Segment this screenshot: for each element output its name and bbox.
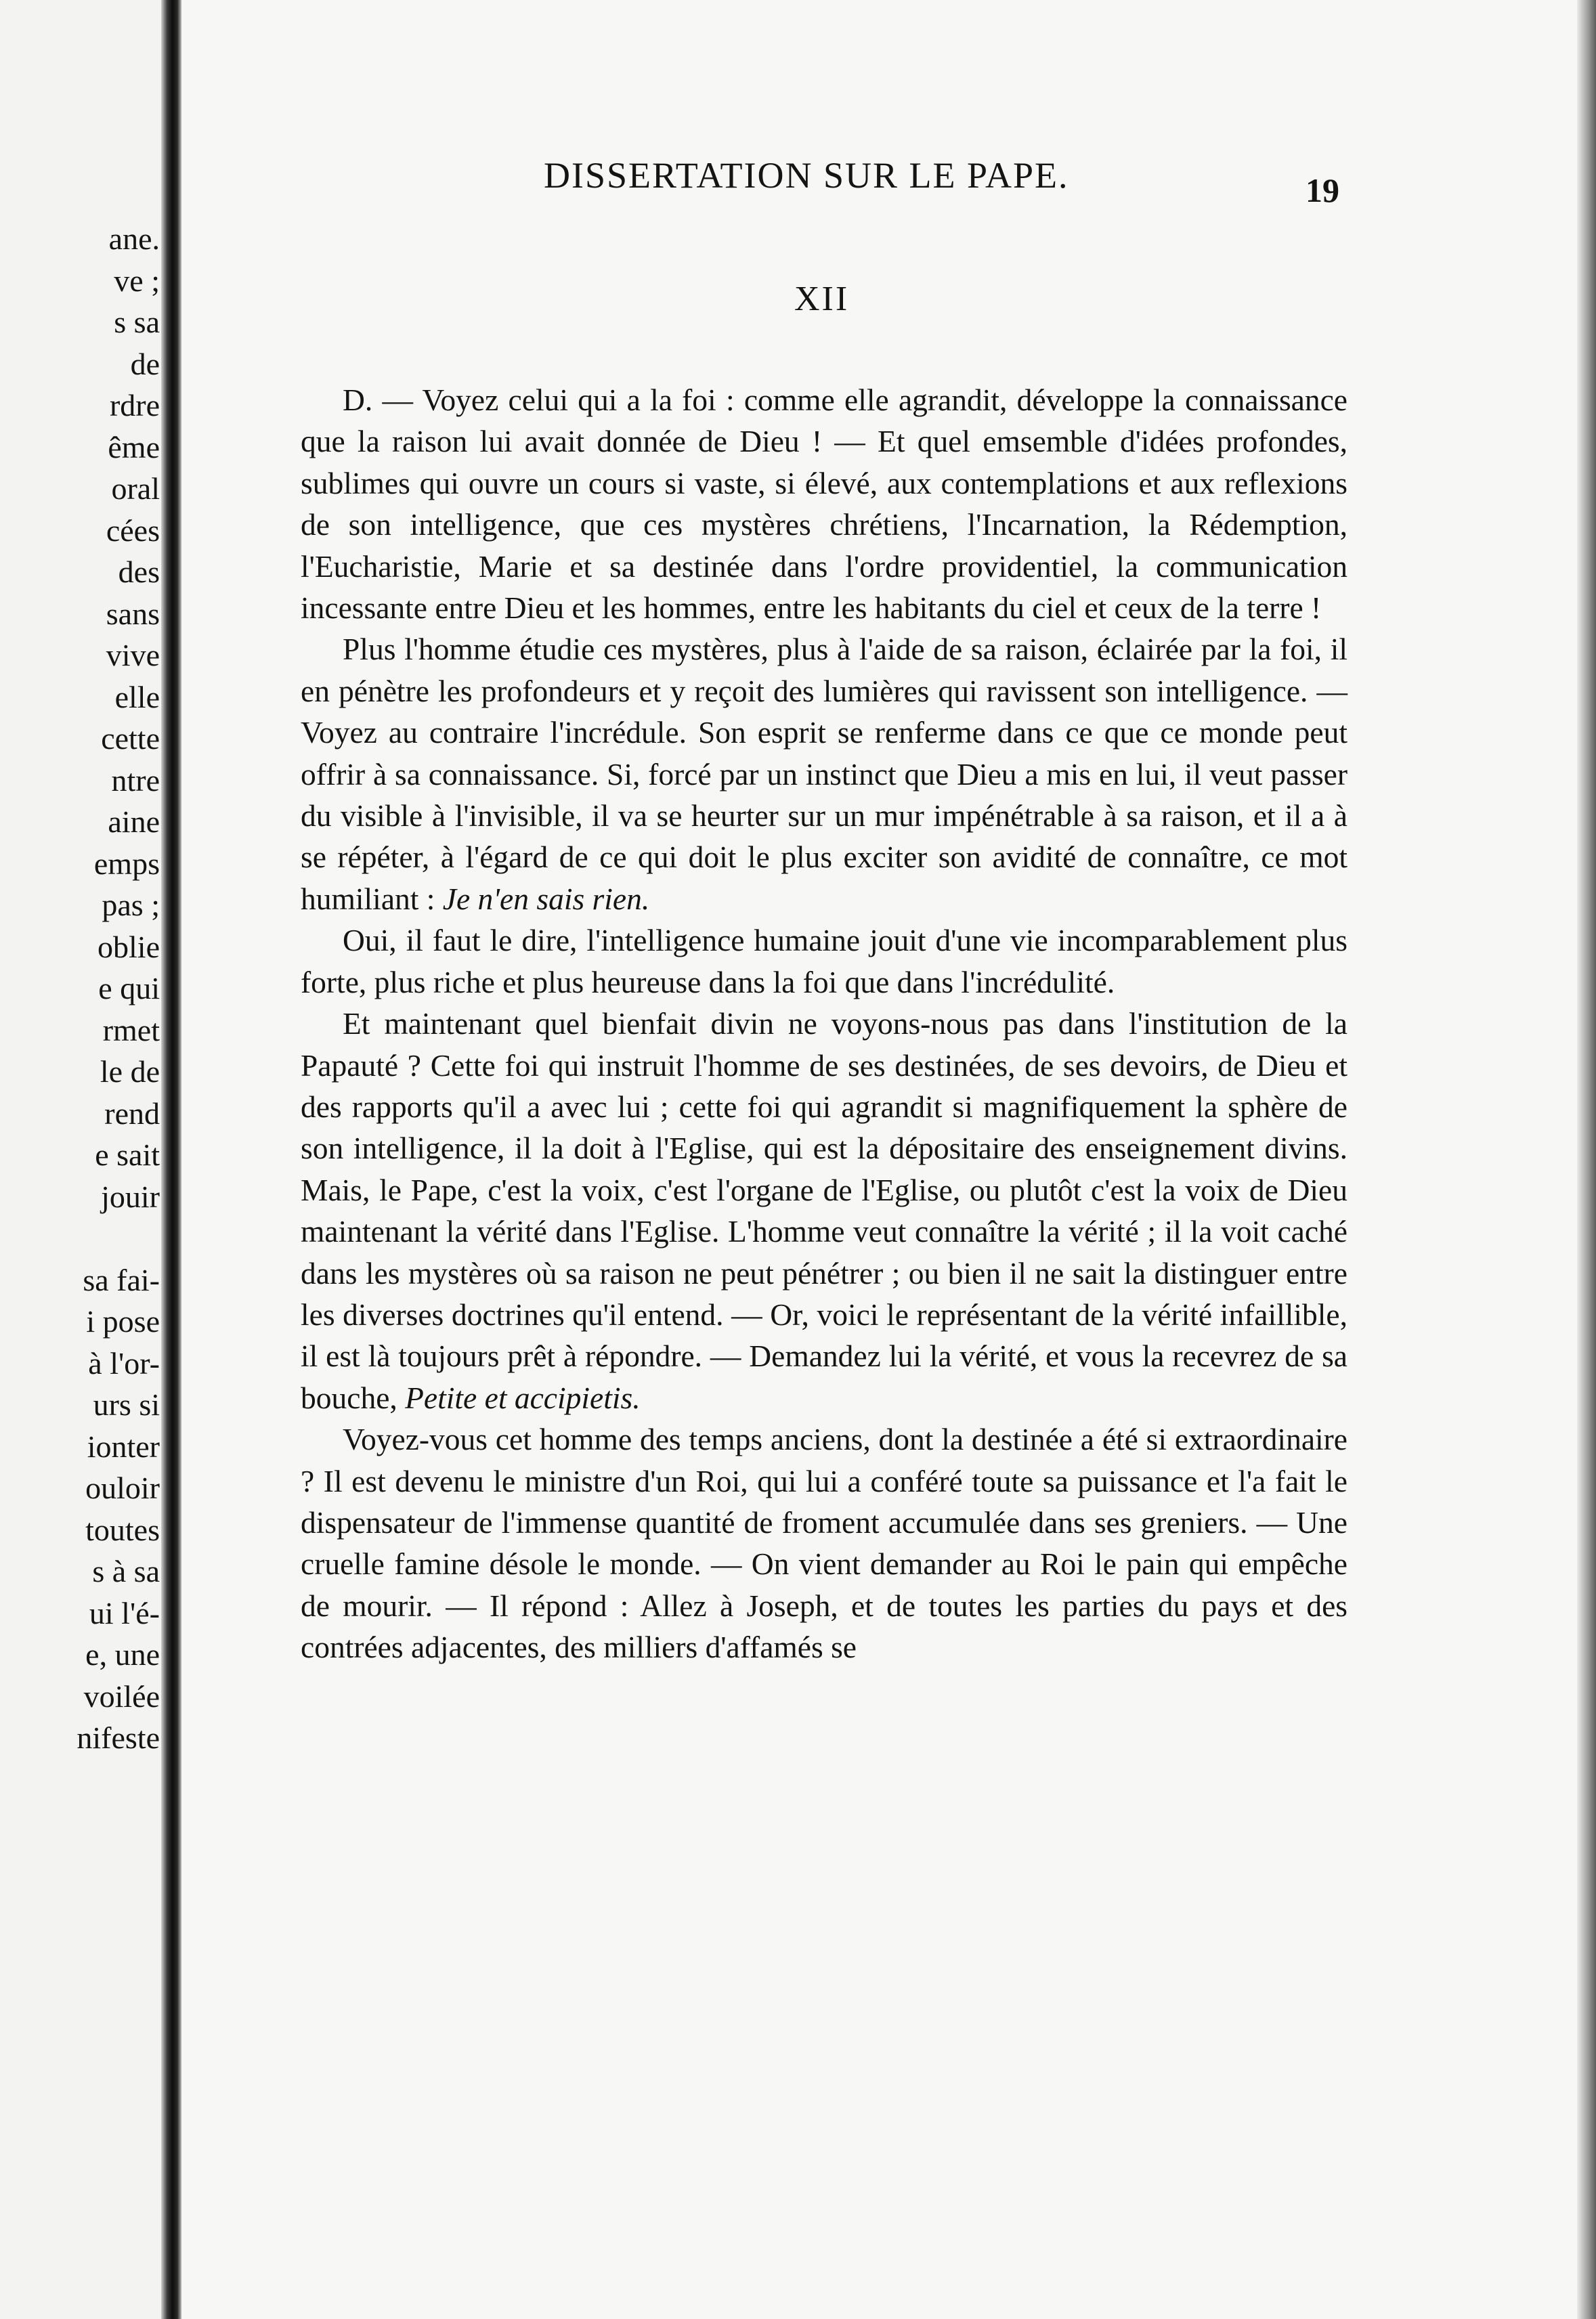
left-page-line: oral [111,471,160,506]
left-page-line: elle [114,679,160,714]
body-text [301,379,1347,1668]
left-page-line: cées [106,513,160,548]
left-page-line: ême [108,429,160,464]
left-page-line: e, une [85,1637,160,1672]
left-page-line: e qui [98,971,160,1005]
left-page-line: s sa [114,305,160,339]
book-page [181,0,1577,2319]
left-page-line: ane. [108,221,160,256]
left-page-line: toutes [85,1512,160,1547]
left-page-line: le de [100,1054,160,1089]
left-page-line: emps [93,846,160,881]
left-page-line: sa fai- [83,1262,160,1297]
left-page-line: rmet [102,1012,160,1047]
left-page-line: i pose [86,1304,160,1339]
paragraph [301,628,1347,919]
paragraph-italic: Petite et accipietis. [405,1380,641,1415]
section-number: XII [794,280,850,318]
left-page-line: pas ; [102,888,160,922]
left-page-fragment [0,0,161,2319]
paragraph: D. — Voyez celui qui a la foi : comme elle agrandit, développe la connaissance que la raison lui avait donnée de Dieu ! — Et quel emsemble d'idées profondes, sublimes qui ouvre un cours si vaste, si élevé, aux contemplations et aux reflexions de son intelligence, que ces mystères chrétiens, l'Incarnation, la Rédemption, l'Eucharistie, Marie et sa destinée dans l'ordre providentiel, la communication incessante entre Dieu et les hommes, entre les habitants du ciel et ceux de la terre ! [301,383,1347,626]
left-page-line: sans [106,596,160,631]
left-page-line: ntre [111,762,160,798]
book-gutter [161,0,181,2319]
page-right-edge [1577,0,1596,2319]
left-page-line: nifeste [77,1720,160,1755]
running-title: DISSERTATION SUR LE PAPE. [544,155,1069,196]
left-page-line: des [118,555,160,589]
paragraph-italic: Je n'en sais rien. [442,881,650,916]
left-page-line: ui l'é- [89,1595,160,1630]
paragraph-text: Et maintenant quel bienfait divin ne voyons-nous pas dans l'institution de la Papauté ? Cette foi qui instruit l'homme de ses destinées, de ses devoirs, de Dieu et des rapports qu'il a avec lui ; cette foi qui agrandit si magnifiquement la sphère de son intelligence, il la doit à l'Eglise, qui est la dépositaire des enseignement divins. Mais, le Pape, c'est la voix, c'est l'organe de l'Eglise, ou plutôt c'est la voix de Dieu maintenant la vérité dans l'Eglise. L'homme veut connaître la vérité ; il la voit caché dans les mystères où sa raison ne peut pénétrer ; ou bien il ne sait la distinguer entre les diverses doctrines qu'il entend. — Or, voici le représentant de la vérité infaillible, il est là toujours prêt à répondre. — Demandez lui la vérité, et vous la recevrez de sa bouche, [301,1006,1347,1415]
left-page-line: de [130,346,160,381]
left-page-line: vive [106,638,160,672]
left-page-line: cette [101,721,160,756]
paragraph-text: Plus l'homme étudie ces mystères, plus à l'aide de sa raison, éclairée par la foi, il en pénètre les profondeurs et y reçoit des lumières qui ravissent son intelligence. — Voyez au contraire l'incrédule. Son esprit se renferme dans ce que ce monde peut offrir à sa connaissance. Si, forcé par un instinct que Dieu a mis en lui, il veut passer du visible à l'invisible, il va se heurter sur un mur impénétrable à sa raison, et il a à se répéter, à l'égard de ce qui doit le plus exciter son avidité de connaître, ce mot humiliant : [301,632,1347,916]
left-page-line: aine [108,804,160,839]
left-page-line: urs si [93,1387,160,1422]
left-page-line: à l'or- [88,1345,160,1381]
left-page-line-list [0,218,161,1759]
left-page-line: rend [104,1096,160,1131]
paragraph [301,1003,1347,1418]
left-page-line: ouloir [85,1471,160,1505]
page-number: 19 [1306,171,1339,209]
left-page-line: rdre [109,388,160,422]
left-page-line: e sait [95,1137,160,1172]
left-page-line: jouir [101,1179,160,1214]
paragraph: Voyez-vous cet homme des temps anciens, dont la destinée a été si extraordinaire ? Il est devenu le ministre d'un Roi, qui lui a conféré toute sa puissance et l'a fait le dispensateur de l'immense quantité de froment accumulée dans ses greniers. — Une cruelle famine désole le monde. — On vient demander au Roi le pain qui empêche de mourir. — Il répond : Allez à Joseph, et de toutes les parties du pays et des contrées adjacentes, des milliers d'affamés se [301,1422,1347,1665]
left-page-line: ionter [87,1429,160,1464]
left-page-line: voilée [83,1678,160,1714]
left-page-line: ve ; [114,263,160,298]
paragraph: Oui, il faut le dire, l'intelligence humaine jouit d'une vie incomparablement plus forte, plus riche et plus heureuse dans la foi que dans l'incrédulité. [301,923,1347,999]
left-page-line: oblie [98,929,160,964]
left-page-line: s à sa [92,1554,160,1588]
left-page-line-gap [0,1217,161,1259]
